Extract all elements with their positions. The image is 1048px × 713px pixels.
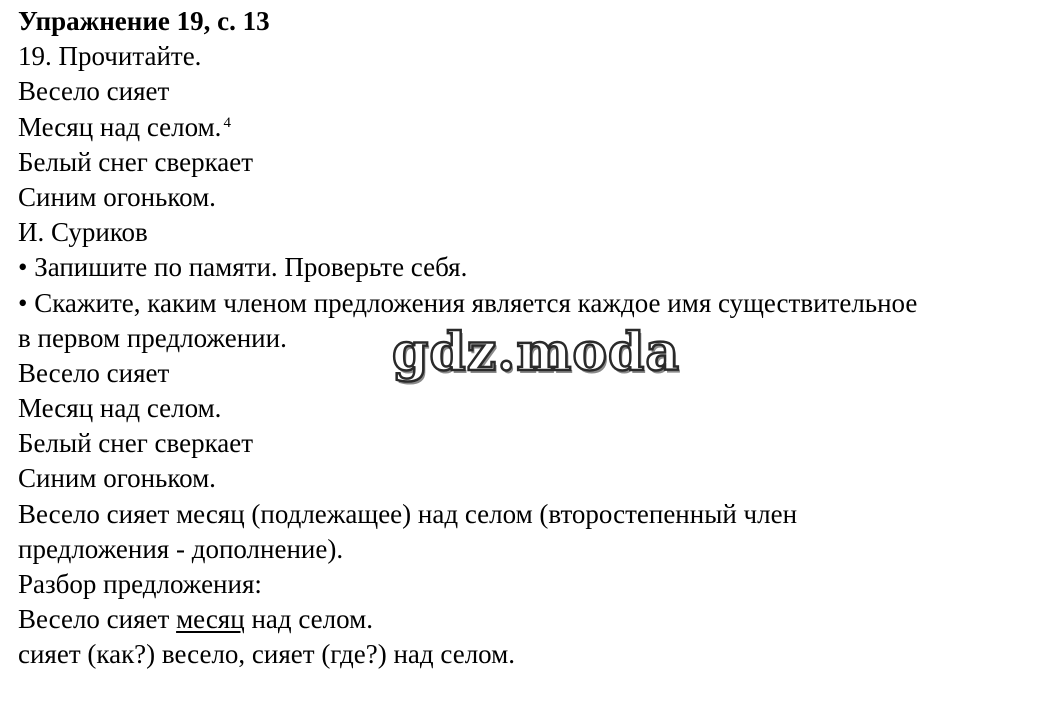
explanation-line: Весело сияет месяц (подлежащее) над селом (второстепенный член [18,498,798,529]
parse-heading: Разбор предложения: [18,569,262,599]
task-item: • Скажите, каким членом предложения является каждое имя существительное [18,287,918,318]
answer-poem-line: Синим огоньком. [18,463,216,494]
answer-explanation [18,497,1043,567]
watermark-logo: gdz.moda [392,322,681,383]
task-item-continuation: в первом предложении. [18,322,287,353]
parse-sentence-start: Весело сияет [18,604,177,635]
poem-line-text: Белый снег сверкает [18,146,254,177]
poem-line [18,180,1043,215]
answer-poem-line: Весело сияет [18,357,170,388]
poem-author: И. Суриков [18,217,148,248]
parse-detail: сияет (как?) весело, сияет (где?) над селом. [18,639,515,670]
poem-line-text: Месяц над селом. [18,111,222,142]
poem-line-text: Синим огоньком. [18,181,216,212]
poem-line [18,110,1043,145]
poem-original [18,74,1043,215]
task-item: • Запишите по памяти. Проверьте себя. [18,252,468,283]
exercise-title: Упражнение 19, с. 13 [18,6,270,36]
explanation-line: предложения - дополнение). [18,533,344,564]
exercise-prompt: 19. Прочитайте. [18,41,202,72]
answer-poem-line: Белый снег сверкает [18,428,254,459]
footnote-marker: 4 [223,114,231,131]
parse-sentence [18,602,1043,637]
parse-sentence-end: над селом. [244,604,373,635]
poem-line [18,145,1043,180]
poem-line [18,74,1043,109]
answer-poem-line: Месяц над селом. [18,393,222,424]
underlined-subject: месяц [176,604,245,635]
poem-line-text: Весело сияет [18,76,170,107]
